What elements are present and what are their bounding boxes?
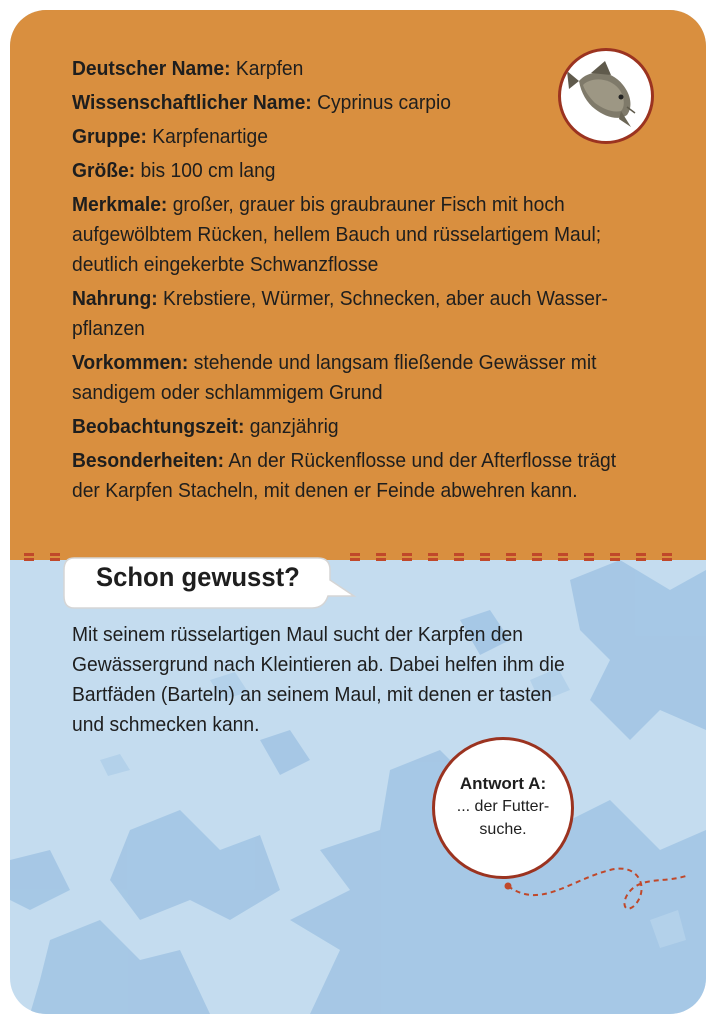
fun-fact-line: Gewässergrund nach Kleintieren ab. Dabei helfen ihm die bbox=[72, 653, 565, 676]
answer-line: ... der Futter- bbox=[456, 798, 550, 815]
fact-value: An der Rückenflosse und der Afterflosse trägt bbox=[228, 449, 617, 472]
fact-label: Merkmale: bbox=[72, 193, 168, 216]
answer-line: suche. bbox=[479, 821, 527, 838]
species-card bbox=[10, 10, 706, 1014]
fact-value: sandigem oder schlammigem Grund bbox=[72, 381, 383, 404]
fact-value: Krebstiere, Würmer, Schnecken, aber auch Wasser- bbox=[163, 287, 608, 310]
fact-value: bis 100 cm lang bbox=[140, 159, 276, 182]
fun-fact-line: und schmecken kann. bbox=[72, 713, 260, 736]
fact-value: Cyprinus carpio bbox=[317, 91, 451, 114]
answer-circle bbox=[432, 737, 574, 879]
fact-label: Nahrung: bbox=[72, 287, 158, 310]
fact-label: Besonderheiten: bbox=[72, 449, 225, 472]
fact-value: pflanzen bbox=[72, 317, 145, 340]
fact-label: Beobachtungszeit: bbox=[72, 415, 245, 438]
fact-label: Wissenschaftlicher Name: bbox=[72, 91, 312, 114]
fact-value: Karpfenartige bbox=[152, 125, 269, 148]
fact-value: großer, grauer bis graubrauner Fisch mit hoch bbox=[172, 193, 565, 216]
fact-label: Gruppe: bbox=[72, 125, 147, 148]
fact-label: Deutscher Name: bbox=[72, 57, 231, 80]
fun-fact-line: Bartfäden (Barteln) an seinem Maul, mit denen er tasten bbox=[72, 683, 552, 706]
fact-value: aufgewölbtem Rücken, hellem Bauch und rüsselartigem Maul; bbox=[72, 223, 602, 246]
dashed-path bbox=[10, 10, 706, 1014]
schon-gewusst-title: Schon gewusst? bbox=[96, 562, 300, 592]
fact-label: Vorkommen: bbox=[72, 351, 189, 374]
fact-value: deutlich eingekerbte Schwanzflosse bbox=[72, 253, 379, 276]
fun-fact-line: Mit seinem rüsselartigen Maul sucht der Karpfen den bbox=[72, 623, 523, 646]
answer-title: Antwort A: bbox=[459, 774, 547, 793]
fact-value: stehende und langsam fließende Gewässer mit bbox=[193, 351, 597, 374]
fact-value: der Karpfen Stacheln, mit denen er Feinde abwehren kann. bbox=[72, 479, 578, 502]
fact-label: Größe: bbox=[72, 159, 136, 182]
fact-value: Karpfen bbox=[235, 57, 304, 80]
fact-value: ganzjährig bbox=[249, 415, 339, 438]
